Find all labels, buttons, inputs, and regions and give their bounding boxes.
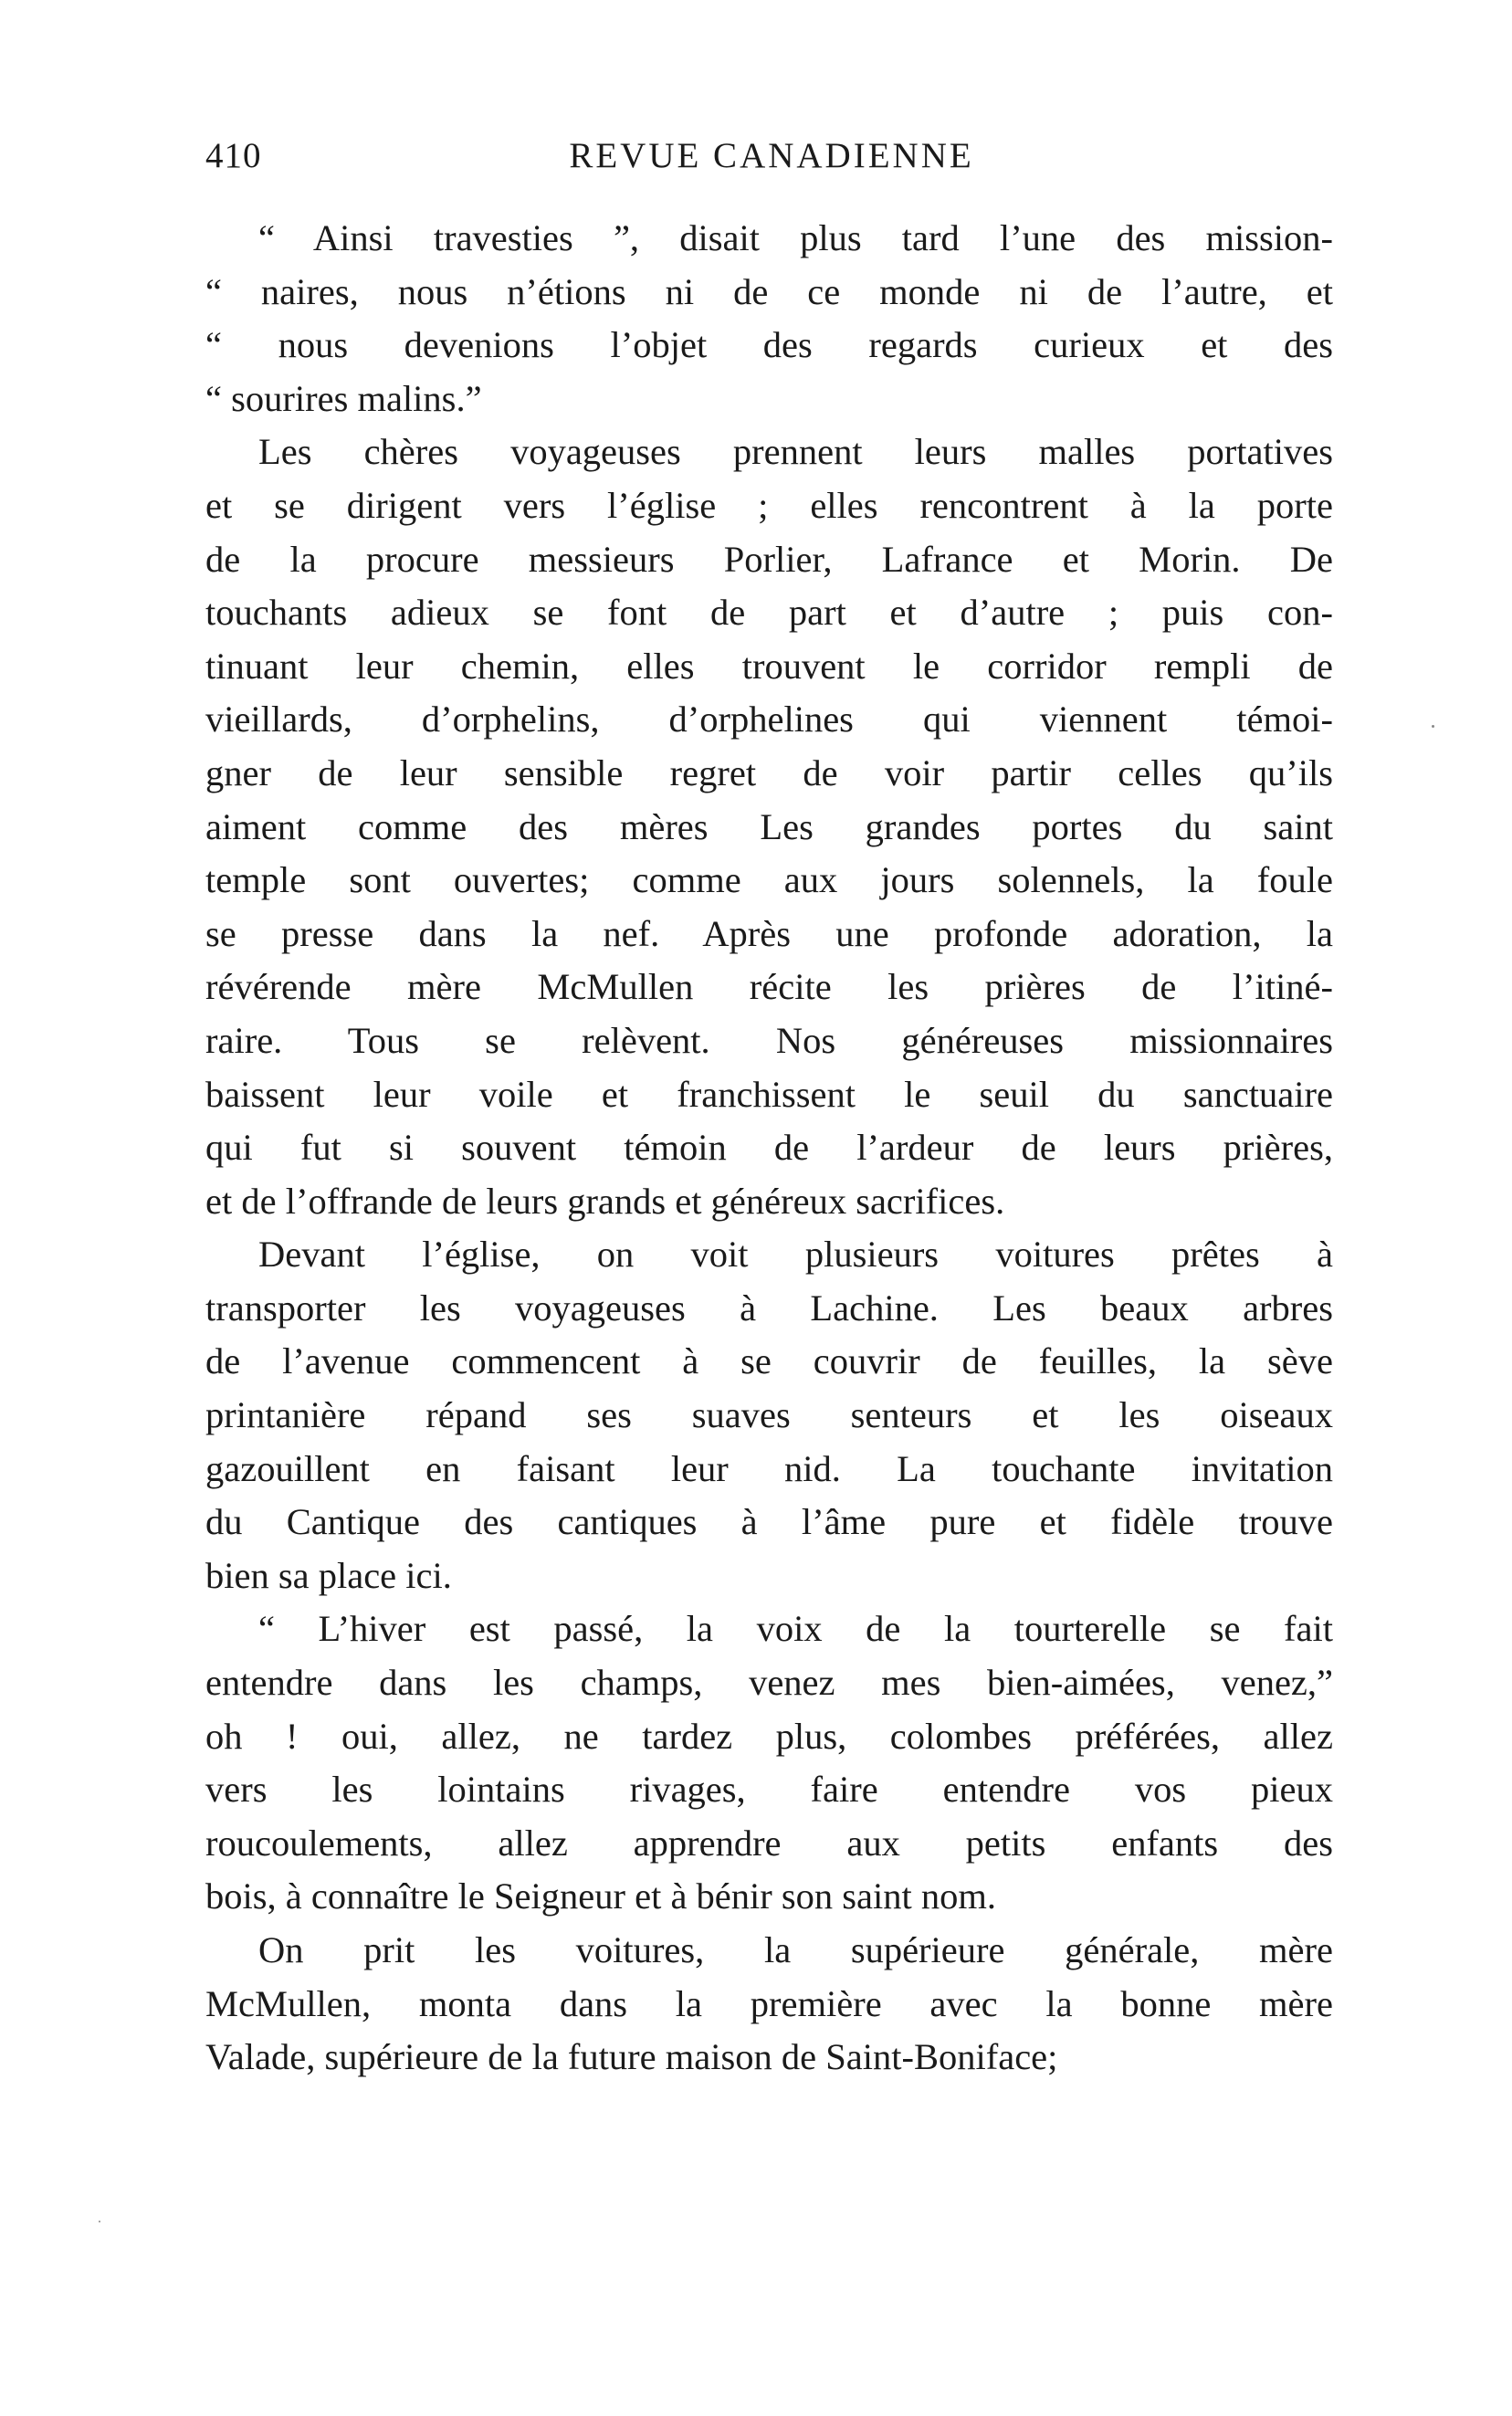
text-line: du Cantique des cantiques à l’âme pure et fidèle trouve [205, 1501, 1333, 1543]
paragraph [205, 1924, 1333, 2085]
paragraph [205, 1228, 1333, 1602]
text-line: baissent leur voile et franchissent le seuil du sanctuaire [205, 1073, 1333, 1115]
paragraph [205, 212, 1333, 425]
text-line: vers les lointains rivages, faire entendre vos pieux [205, 1769, 1333, 1811]
text-line: se presse dans la nef. Après une profonde adoration, la [205, 912, 1333, 954]
text-line: et de l’offrande de leurs grands et généreux sacrifices. [205, 1180, 1005, 1222]
text-line: bois, à connaître le Seigneur et à bénir son saint nom. [205, 1875, 997, 1917]
text-line: Devant l’église, on voit plusieurs voitures prêtes à [258, 1234, 1333, 1276]
text-line: On prit les voitures, la supérieure générale, mère [258, 1929, 1333, 1970]
running-head: REVUE CANADIENNE [569, 136, 974, 175]
scan-speck [1432, 725, 1434, 728]
text-line: Les chères voyageuses prennent leurs malles portatives [258, 431, 1333, 473]
text-line: printanière répand ses suaves senteurs et les oiseaux [205, 1394, 1333, 1436]
text-line: de la procure messieurs Porlier, Lafrance et Morin. De [205, 538, 1333, 580]
text-line: McMullen, monta dans la première avec la bonne mère [205, 1982, 1333, 2024]
text-line: aiment comme des mères Les grandes portes du saint [205, 805, 1333, 847]
text-line: et se dirigent vers l’église ; elles rencontrent à la porte [205, 484, 1333, 526]
paragraph [205, 1602, 1333, 1924]
paragraph [205, 425, 1333, 1228]
text-line: tinuant leur chemin, elles trouvent le corridor rempli de [205, 645, 1333, 687]
text-line: entendre dans les champs, venez mes bien-aimées, venez,” [205, 1662, 1333, 1704]
text-line: “ naires, nous n’étions ni de ce monde ni de l’autre, et [205, 270, 1333, 312]
text-line: bien sa place ici. [205, 1554, 452, 1596]
text-line: Valade, supérieure de la future maison de Saint-Boniface; [205, 2036, 1058, 2078]
text-line: touchants adieux se font de part et d’autre ; puis con- [205, 592, 1333, 634]
text-line: gner de leur sensible regret de voir partir celles qu’ils [205, 751, 1333, 793]
text-line: de l’avenue commencent à se couvrir de feuilles, la sève [205, 1340, 1333, 1382]
body-text [205, 212, 1333, 2085]
page-header [205, 135, 1338, 181]
text-line: “ sourires malins.” [205, 377, 482, 419]
text-line: qui fut si souvent témoin de l’ardeur de leurs prières, [205, 1127, 1333, 1169]
text-line: raire. Tous se relèvent. Nos généreuses missionnaires [205, 1019, 1333, 1061]
text-line: transporter les voyageuses à Lachine. Les beaux arbres [205, 1287, 1333, 1329]
text-line: oh ! oui, allez, ne tardez plus, colombes préférées, allez [205, 1715, 1333, 1757]
page-number: 410 [205, 136, 262, 175]
text-line: temple sont ouvertes; comme aux jours solennels, la foule [205, 859, 1333, 901]
text-line: révérende mère McMullen récite les prières de l’itiné- [205, 966, 1333, 1008]
text-line: “ Ainsi travesties ”, disait plus tard l’une des mission- [258, 217, 1333, 258]
text-line: “ L’hiver est passé, la voix de la tourterelle se fait [258, 1608, 1333, 1650]
text-line: “ nous devenions l’objet des regards curieux et des [205, 324, 1333, 366]
scan-speck [99, 2221, 100, 2222]
text-line: vieillards, d’orphelins, d’orphelines qui viennent témoi- [205, 699, 1333, 741]
text-line: gazouillent en faisant leur nid. La touchante invitation [205, 1447, 1333, 1489]
text-line: roucoulements, allez apprendre aux petits enfants des [205, 1822, 1333, 1864]
